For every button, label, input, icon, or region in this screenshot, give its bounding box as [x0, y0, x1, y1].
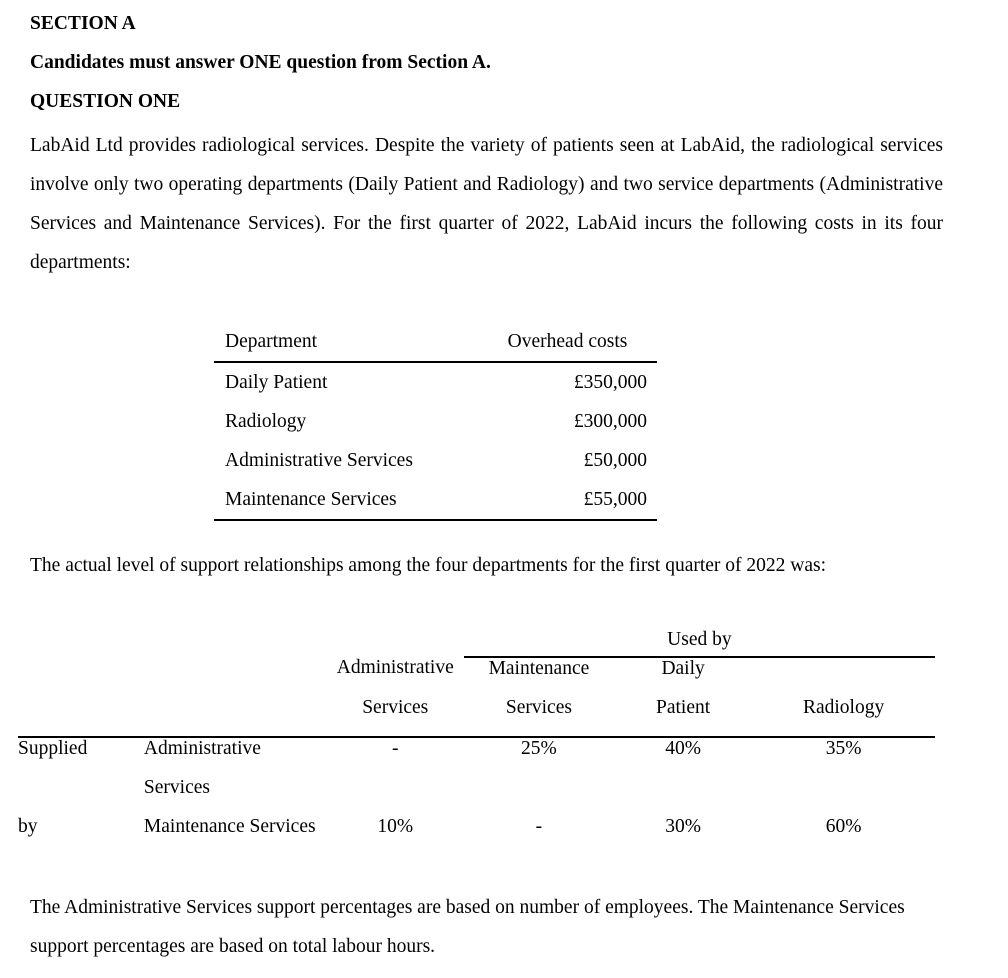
column-header-maintenance-line1: Maintenance [488, 658, 590, 679]
overhead-table-body [214, 362, 657, 520]
question-heading: QUESTION ONE [30, 91, 181, 112]
cell-radiology-percent: 35% [825, 738, 862, 759]
cell-department-line1: Maintenance Services [143, 816, 316, 837]
column-header-radiology-line2: Radiology [802, 697, 885, 718]
spacer-cell [614, 777, 752, 816]
table-row [214, 441, 657, 480]
column-header-overhead-costs: Overhead costs [507, 330, 628, 352]
spacer-cell [464, 777, 614, 816]
table-row [18, 816, 935, 855]
cell-department: Daily Patient [225, 371, 328, 393]
row-label-by: by [18, 816, 38, 837]
cell-daily-patient-percent: 30% [665, 816, 701, 837]
cell-overhead-cost: £50,000 [583, 449, 647, 471]
column-header-department: Department [225, 330, 318, 352]
spacer-cell [327, 777, 464, 816]
column-header-row-line2 [18, 697, 935, 737]
intro-paragraph: LabAid Ltd provides radiological services. Despite the variety of patients seen at LabAid, the radiological services involve only two operating departments (Daily Patient and Radiology) and two service departments (Administrative Services and Maintenance Services). For the first quarter of 2022, LabAid incurs the following costs in its four departments: [30, 135, 943, 273]
table-header-row [214, 322, 657, 362]
column-header-maintenance-line2: Services [505, 697, 572, 718]
column-header-daily-line2: Patient [656, 697, 711, 718]
table-row [214, 402, 657, 441]
cell-department-line2: Services [143, 777, 210, 798]
support-intro-paragraph: The actual level of support relationships among the four departments for the first quarter of 2022 was: [30, 555, 827, 576]
instruction-heading: Candidates must answer ONE question from Section A. [30, 52, 491, 73]
spacer-cell [144, 657, 327, 697]
spacer-cell [18, 777, 144, 816]
cell-overhead-cost: £300,000 [573, 410, 647, 432]
row-label-supplied: Supplied [18, 738, 88, 759]
overhead-table-header [214, 322, 657, 362]
cell-department-line1: Administrative [143, 738, 261, 759]
basis-note-paragraph: The Administrative Services support percentages are based on number of employees. The Maintenance Services support percentages are based on total labour hours. [30, 897, 905, 957]
column-header-administrative-line2: Services [362, 697, 429, 718]
cell-administrative-percent: 10% [377, 816, 414, 837]
spacer-cell [18, 697, 144, 737]
spacer-cell [18, 626, 144, 657]
table-row [214, 362, 657, 402]
group-header-used-by: Used by [464, 626, 935, 657]
spacer-cell [144, 626, 327, 657]
spacer-cell [18, 657, 144, 697]
spacer-cell [327, 626, 464, 657]
spacer-cell [144, 697, 327, 737]
cell-department: Maintenance Services [225, 488, 397, 510]
cell-radiology-percent: 60% [825, 816, 862, 837]
cell-department: Administrative Services [225, 449, 413, 471]
column-header-radiology-line1 [752, 657, 935, 697]
cell-department: Radiology [225, 410, 307, 432]
cell-overhead-cost: £55,000 [583, 488, 647, 510]
cell-overhead-cost: £350,000 [573, 371, 647, 393]
support-table-body [18, 626, 935, 855]
table-row [18, 737, 935, 777]
table-row-continuation [18, 777, 935, 816]
cell-daily-patient-percent: 40% [665, 738, 701, 759]
section-heading: SECTION A [30, 13, 136, 34]
cell-maintenance-percent: 25% [521, 738, 557, 759]
overhead-costs-table [214, 322, 657, 521]
table-row [214, 480, 657, 520]
cell-maintenance-percent: - [535, 816, 543, 837]
column-header-administrative-line1: Administrative [336, 657, 454, 678]
column-header-row-line1 [18, 657, 935, 697]
support-relationships-table [18, 626, 935, 855]
cell-administrative-percent: - [391, 738, 399, 759]
column-header-daily-line1: Daily [661, 658, 705, 679]
spacer-cell [752, 777, 935, 816]
group-header-row [18, 626, 935, 657]
